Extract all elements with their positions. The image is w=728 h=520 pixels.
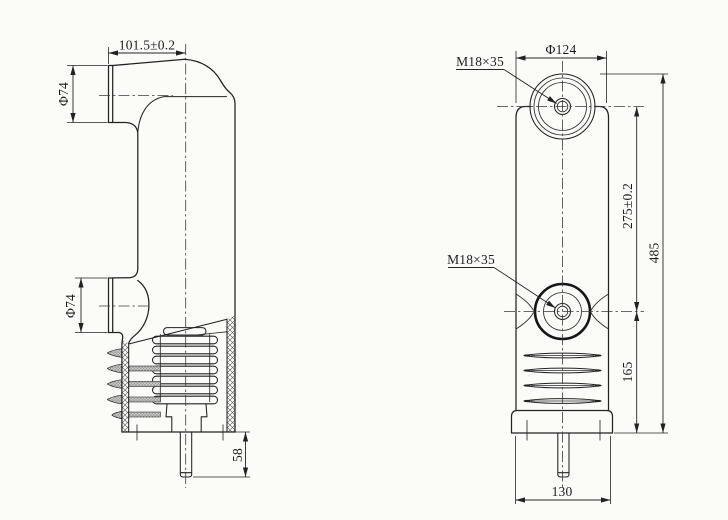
shed-fin-end (523, 354, 530, 356)
shed-fin-end (523, 384, 530, 386)
shed-fin-end (594, 384, 601, 386)
upper-arm-bottom-and-left-edge (113, 123, 138, 278)
shed-fin-end (594, 369, 601, 371)
epoxy-cone-edge (129, 319, 227, 344)
lower-thread-label: M18×35 (447, 252, 495, 267)
bellows-ridge (153, 376, 218, 384)
fin (108, 364, 122, 373)
dim-base-width-label: 130 (551, 484, 573, 499)
bellows-lower-step (166, 404, 207, 432)
dim-upper-thread (456, 54, 557, 104)
shed-fin-end (594, 400, 601, 402)
bellows (153, 328, 218, 432)
body-right-edge (595, 107, 609, 411)
shed-section (129, 397, 161, 402)
shed-fin-end (523, 369, 530, 371)
shed-fin-end (594, 354, 601, 356)
body-left-edge (516, 107, 531, 411)
right-wall-hatch (227, 316, 235, 433)
bellows-ridge (153, 356, 218, 364)
bellows-ridge (153, 396, 218, 404)
left-wall-hatch (122, 340, 129, 433)
lower-port-flange (109, 278, 113, 333)
front-contact-shaft (558, 433, 569, 477)
shed-section (129, 366, 161, 371)
shed-fin-end (523, 400, 530, 402)
upper-port-flange (109, 66, 113, 123)
body-top-fillet (138, 97, 227, 132)
shed-section (129, 412, 161, 417)
front-view (447, 42, 668, 504)
dim-overall-height-label: 485 (646, 242, 662, 264)
dim-top-width-label: 101.5±0.2 (118, 37, 176, 53)
dim-shaft-extension (193, 432, 250, 477)
front-view-centerlines (497, 61, 644, 489)
shed-section (129, 382, 161, 387)
lower-port-elbow-arc (129, 281, 149, 344)
fin (108, 395, 122, 404)
fin (108, 349, 122, 358)
base-hole-centermarks (527, 420, 600, 441)
dim-center-distance-label: 275±0.2 (620, 183, 635, 229)
dim-lower-section-label: 165 (620, 361, 635, 383)
dim-lower-section-height (620, 312, 637, 434)
dim-boss-diameter-label: Φ124 (545, 42, 577, 57)
front-view-outline (512, 107, 613, 434)
dim-base-width (516, 436, 611, 504)
dim-terminal-center-distance (620, 107, 637, 312)
extension-lines (75, 278, 108, 333)
dim-lower-port-label: Φ74 (63, 294, 78, 318)
fin (108, 380, 122, 389)
bellows-ridge (153, 336, 218, 344)
cooling-fins (108, 349, 122, 419)
side-view-centerlines (99, 44, 186, 488)
dim-upper-port-label: Φ74 (56, 82, 71, 106)
upper-thread-label: M18×35 (456, 54, 504, 69)
dim-lower-port-diameter (63, 278, 108, 333)
bellows-ridge (153, 366, 218, 374)
side-view (56, 38, 250, 489)
dim-upper-port-diameter (56, 66, 108, 123)
bellows-ridge (153, 386, 218, 394)
dim-shaft-label: 58 (230, 448, 245, 462)
dim-lower-thread (447, 252, 555, 308)
bellows-ridge (153, 346, 218, 354)
fin-small (112, 411, 122, 418)
